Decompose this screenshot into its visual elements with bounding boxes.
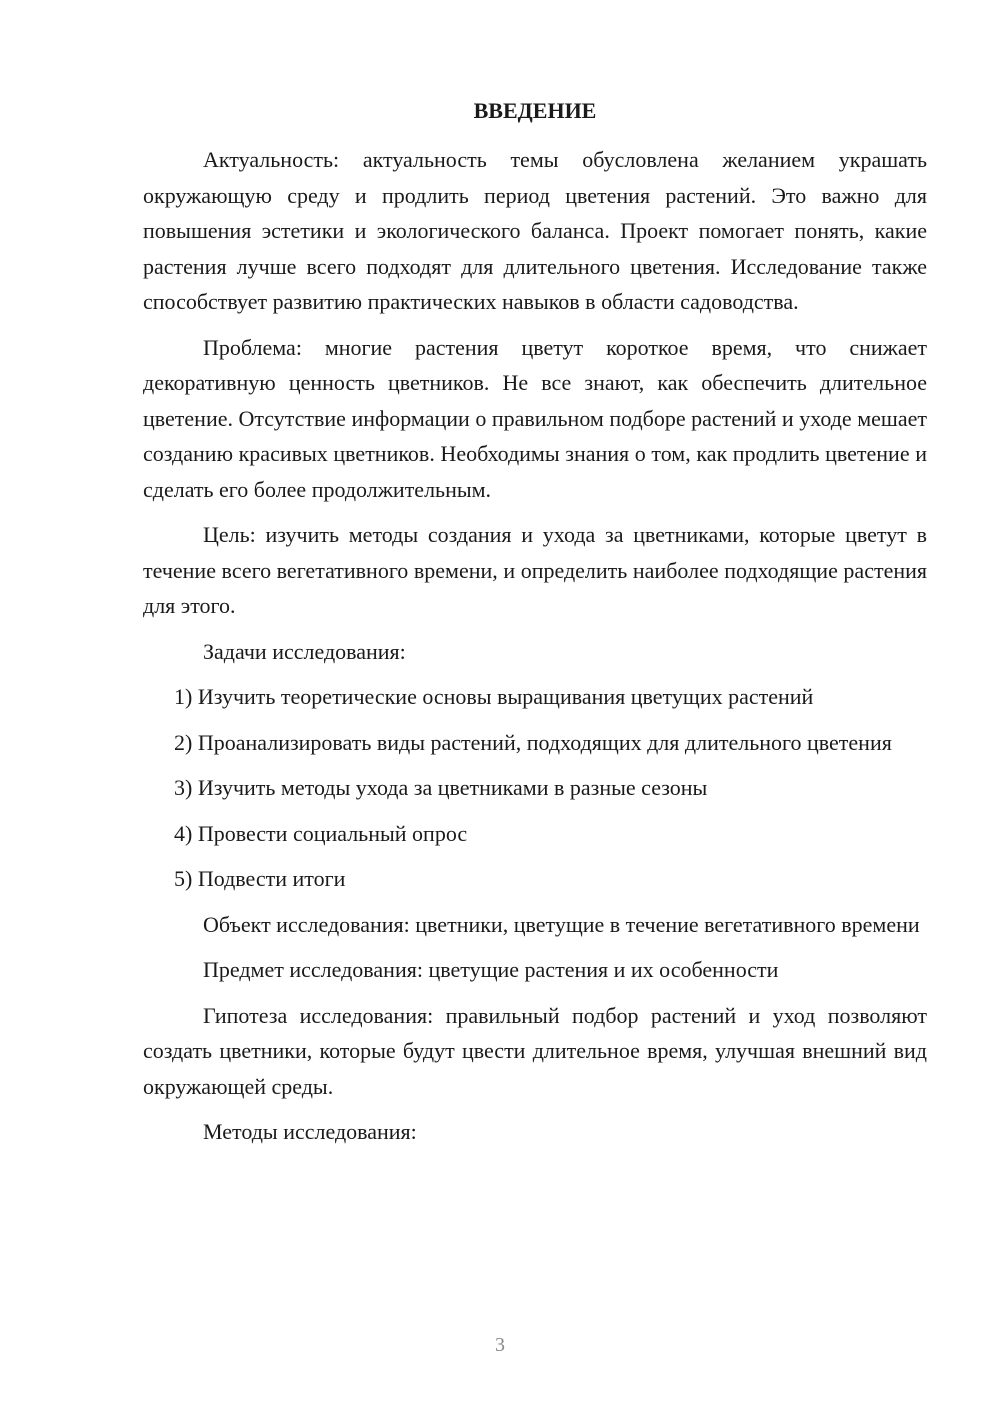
tasks-title: Задачи исследования: bbox=[203, 638, 406, 664]
task-item-4: 4) Провести социальный опрос bbox=[174, 820, 468, 846]
hypothesis-paragraph: Гипотеза исследования: правильный подбор растений и уход позволяют создать цветники, которые будут цвести длительное время, улучшая внешний вид окружающей среды. bbox=[143, 1002, 927, 1099]
section-heading: ВВЕДЕНИЕ bbox=[473, 98, 597, 123]
page-number: 3 bbox=[495, 1334, 505, 1356]
relevance-paragraph: Актуальность: актуальность темы обусловлена желанием украшать окружающую среду и продлить период цветения растений. Это важно для повышения эстетики и экологического баланса. Проект помогает понять, какие растения лучше всего подходят для длительного цветения. Исследование также способствует развитию практических навыков в области садоводства. bbox=[143, 147, 927, 314]
task-item-2: 2) Проанализировать виды растений, подходящих для длительного цветения bbox=[174, 729, 892, 755]
goal-paragraph: Цель: изучить методы создания и ухода за цветниками, которые цветут в течение всего вегетативного времени, и определить наиболее подходящие растения для этого. bbox=[143, 522, 927, 618]
task-item-5: 5) Подвести итоги bbox=[174, 866, 346, 891]
methods-title: Методы исследования: bbox=[203, 1119, 417, 1144]
subject-paragraph: Предмет исследования: цветущие растения и их особенности bbox=[203, 957, 779, 982]
object-paragraph: Объект исследования: цветники, цветущие в течение вегетативного времени bbox=[203, 911, 920, 937]
task-item-1: 1) Изучить теоретические основы выращивания цветущих растений bbox=[174, 684, 814, 709]
task-item-3: 3) Изучить методы ухода за цветниками в разные сезоны bbox=[174, 775, 708, 800]
problem-paragraph: Проблема: многие растения цветут короткое время, что снижает декоративную ценность цветников. Не все знают, как обеспечить длительное цветение. Отсутствие информации о правильном подборе растений и уходе мешает созданию красивых цветников. Необходимы знания о том, как продлить цветение и сделать его более продолжительным. bbox=[143, 334, 927, 502]
document-body bbox=[143, 142, 927, 1160]
